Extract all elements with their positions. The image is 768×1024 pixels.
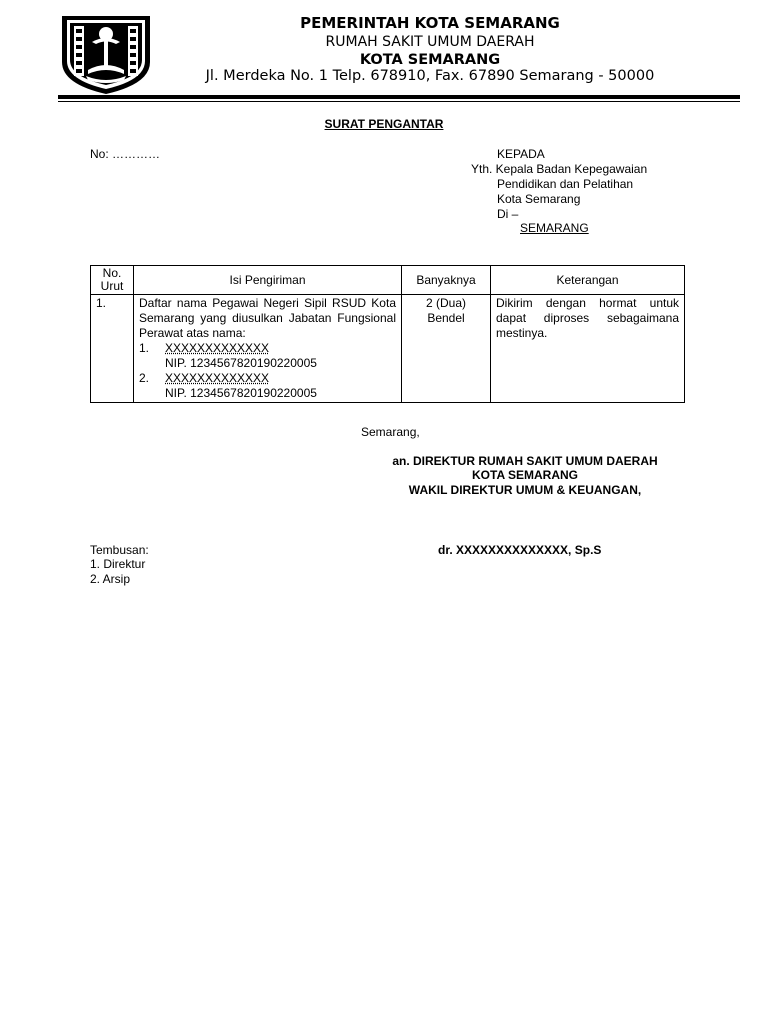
- header-no-urut: No. Urut: [91, 266, 134, 295]
- person-nip: NIP. 1234567820190220005: [165, 386, 317, 400]
- list-item: 2. Arsip: [90, 572, 131, 586]
- recipient-kepada: KEPADA: [497, 147, 545, 161]
- header-keterangan: Keterangan: [491, 266, 685, 295]
- list-item: 2. XXXXXXXXXXXXX: [139, 371, 270, 385]
- recipient-city: SEMARANG: [520, 221, 589, 235]
- header-divider-thick: [58, 95, 740, 99]
- header-divider-thin: [58, 101, 740, 102]
- header-hospital: RUMAH SAKIT UMUM DAERAH: [325, 34, 535, 50]
- cell-keterangan: Dikirim dengan hormat untuk dapat diproses sebagaimana mestinya.: [491, 295, 685, 403]
- person-nip: NIP. 1234567820190220005: [165, 356, 317, 370]
- person-name: XXXXXXXXXXXXX: [165, 371, 270, 385]
- signature-line-2: KOTA SEMARANG: [472, 468, 578, 482]
- table-row: [91, 295, 685, 403]
- city-emblem-logo: [58, 14, 154, 96]
- signature-line-3: WAKIL DIREKTUR UMUM & KEUANGAN,: [408, 483, 642, 497]
- list-item: 1. XXXXXXXXXXXXX: [139, 341, 270, 355]
- header-address: Jl. Merdeka No. 1 Telp. 678910, Fax. 67890 Semarang - 50000: [205, 68, 655, 84]
- shipment-table: [90, 265, 685, 403]
- isi-intro: Daftar nama Pegawai Negeri Sipil RSUD Kota Semarang yang diusulkan Jabatan Fungsional Perawat atas nama:: [139, 296, 396, 340]
- recipient-line-2: Pendidikan dan Pelatihan: [497, 177, 634, 191]
- header-government: PEMERINTAH KOTA SEMARANG: [300, 14, 560, 32]
- header-city: KOTA SEMARANG: [359, 52, 501, 68]
- cell-no: 1.: [91, 295, 134, 403]
- tembusan-label: Tembusan:: [90, 543, 149, 557]
- letter-title: SURAT PENGANTAR: [324, 117, 444, 131]
- signer-name: dr. XXXXXXXXXXXXXX, Sp.S: [438, 543, 602, 557]
- table-header-row: [91, 266, 685, 295]
- signature-line-1: an. DIREKTUR RUMAH SAKIT UMUM DAERAH: [392, 454, 658, 468]
- recipient-line-1: Yth. Kepala Badan Kepegawaian: [471, 162, 648, 176]
- cell-isi: [134, 295, 402, 403]
- header-banyaknya: Banyaknya: [402, 266, 491, 295]
- closing-place: Semarang,: [361, 425, 420, 439]
- cell-banyaknya: 2 (Dua) Bendel: [402, 295, 491, 403]
- letter-number: No: …………: [90, 147, 161, 161]
- person-name: XXXXXXXXXXXXX: [165, 341, 270, 355]
- header-isi-pengiriman: Isi Pengiriman: [134, 266, 402, 295]
- recipient-line-3: Kota Semarang: [497, 192, 581, 206]
- list-item: 1. Direktur: [90, 557, 146, 571]
- recipient-line-4: Di –: [497, 207, 519, 221]
